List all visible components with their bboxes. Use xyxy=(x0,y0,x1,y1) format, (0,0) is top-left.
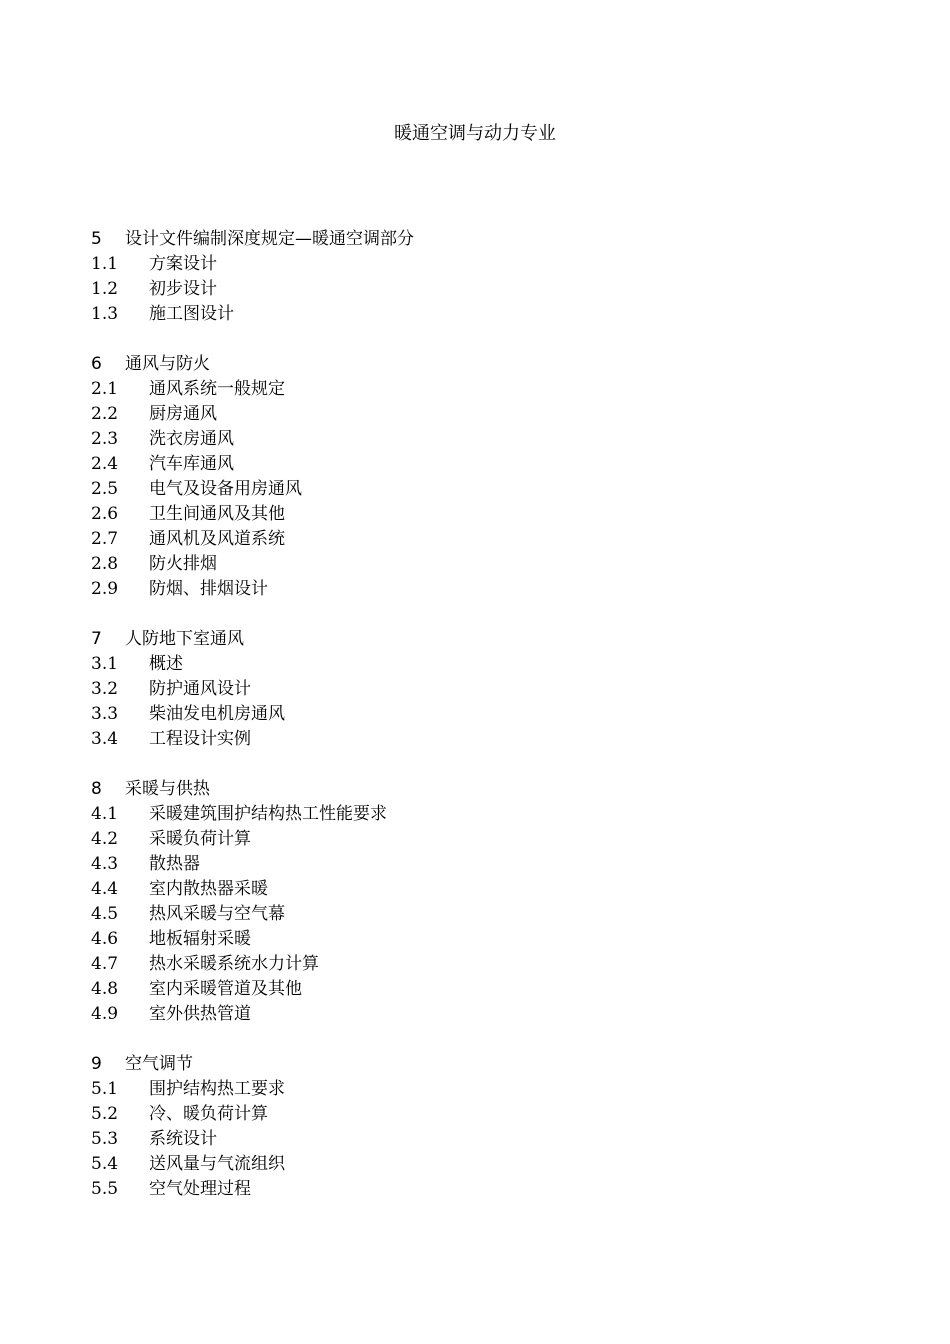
item-number: 2.5 xyxy=(91,479,119,499)
section-title: 人防地下室通风 xyxy=(125,629,244,649)
item-number: 4.2 xyxy=(91,829,119,849)
item-title: 通风系统一般规定 xyxy=(149,379,285,399)
item-number: 4.5 xyxy=(91,904,119,924)
toc-item xyxy=(91,427,851,452)
item-number: 4.9 xyxy=(91,1004,119,1024)
toc-item xyxy=(91,727,851,752)
toc-item xyxy=(91,677,851,702)
toc-item xyxy=(91,577,851,602)
item-number: 2.1 xyxy=(91,379,119,399)
toc-item xyxy=(91,477,851,502)
toc-item xyxy=(91,302,851,327)
item-number: 4.1 xyxy=(91,804,119,824)
item-title: 热水采暖系统水力计算 xyxy=(149,954,319,974)
item-title: 散热器 xyxy=(149,854,200,874)
item-title: 室内散热器采暖 xyxy=(149,879,268,899)
item-title: 卫生间通风及其他 xyxy=(149,504,285,524)
toc-item xyxy=(91,452,851,477)
toc-item xyxy=(91,902,851,927)
item-title: 防护通风设计 xyxy=(149,679,251,699)
toc-item xyxy=(91,877,851,902)
toc-item xyxy=(91,1177,851,1202)
toc-item xyxy=(91,552,851,577)
item-title: 冷、暖负荷计算 xyxy=(149,1104,268,1124)
item-title: 工程设计实例 xyxy=(149,729,251,749)
item-number: 5.4 xyxy=(91,1154,119,1174)
item-title: 洗衣房通风 xyxy=(149,429,234,449)
item-title: 防火排烟 xyxy=(149,554,217,574)
toc-item xyxy=(91,1002,851,1027)
section-title: 通风与防火 xyxy=(125,354,210,374)
toc-section xyxy=(91,777,851,1027)
toc-item xyxy=(91,1077,851,1102)
toc-item xyxy=(91,277,851,302)
item-title: 厨房通风 xyxy=(149,404,217,424)
table-of-contents xyxy=(91,227,851,1227)
item-title: 围护结构热工要求 xyxy=(149,1079,285,1099)
item-number: 4.4 xyxy=(91,879,119,899)
toc-item xyxy=(91,852,851,877)
item-number: 5.5 xyxy=(91,1179,119,1199)
item-title: 防烟、排烟设计 xyxy=(149,579,268,599)
toc-item xyxy=(91,702,851,727)
item-number: 2.2 xyxy=(91,404,119,424)
toc-section xyxy=(91,627,851,752)
item-number: 4.3 xyxy=(91,854,119,874)
toc-item xyxy=(91,1127,851,1152)
section-number: 6 xyxy=(91,354,102,374)
item-title: 电气及设备用房通风 xyxy=(149,479,302,499)
item-number: 2.4 xyxy=(91,454,119,474)
item-number: 2.9 xyxy=(91,579,119,599)
item-number: 1.2 xyxy=(91,279,119,299)
item-title: 初步设计 xyxy=(149,279,217,299)
document-title: 暖通空调与动力专业 xyxy=(394,123,556,144)
item-title: 系统设计 xyxy=(149,1129,217,1149)
section-heading xyxy=(91,227,851,252)
toc-item xyxy=(91,527,851,552)
item-number: 1.3 xyxy=(91,304,119,324)
section-heading xyxy=(91,777,851,802)
toc-item xyxy=(91,402,851,427)
item-title: 汽车库通风 xyxy=(149,454,234,474)
item-title: 地板辐射采暖 xyxy=(149,929,251,949)
toc-item xyxy=(91,1102,851,1127)
item-number: 2.3 xyxy=(91,429,119,449)
section-number: 8 xyxy=(91,779,102,799)
section-heading xyxy=(91,627,851,652)
item-title: 采暖建筑围护结构热工性能要求 xyxy=(149,804,387,824)
item-number: 4.8 xyxy=(91,979,119,999)
toc-item xyxy=(91,502,851,527)
item-number: 4.6 xyxy=(91,929,119,949)
item-title: 送风量与气流组织 xyxy=(149,1154,285,1174)
toc-item xyxy=(91,1152,851,1177)
item-title: 柴油发电机房通风 xyxy=(149,704,285,724)
item-number: 5.1 xyxy=(91,1079,119,1099)
toc-item xyxy=(91,952,851,977)
toc-section xyxy=(91,352,851,602)
item-number: 1.1 xyxy=(91,254,119,274)
item-title: 通风机及风道系统 xyxy=(149,529,285,549)
section-number: 5 xyxy=(91,229,102,249)
toc-item xyxy=(91,252,851,277)
item-number: 2.7 xyxy=(91,529,119,549)
item-title: 采暖负荷计算 xyxy=(149,829,251,849)
toc-item xyxy=(91,802,851,827)
item-title: 概述 xyxy=(149,654,183,674)
section-title: 采暖与供热 xyxy=(125,779,210,799)
item-title: 室外供热管道 xyxy=(149,1004,251,1024)
item-title: 施工图设计 xyxy=(149,304,234,324)
item-number: 5.2 xyxy=(91,1104,119,1124)
toc-item xyxy=(91,977,851,1002)
item-number: 3.1 xyxy=(91,654,119,674)
item-number: 3.2 xyxy=(91,679,119,699)
toc-section xyxy=(91,227,851,327)
item-number: 2.6 xyxy=(91,504,119,524)
item-number: 3.3 xyxy=(91,704,119,724)
toc-item xyxy=(91,377,851,402)
section-title: 空气调节 xyxy=(125,1054,193,1074)
toc-item xyxy=(91,927,851,952)
section-number: 7 xyxy=(91,629,102,649)
item-number: 5.3 xyxy=(91,1129,119,1149)
item-title: 热风采暖与空气幕 xyxy=(149,904,285,924)
item-title: 空气处理过程 xyxy=(149,1179,251,1199)
item-title: 室内采暖管道及其他 xyxy=(149,979,302,999)
section-heading xyxy=(91,1052,851,1077)
section-title: 设计文件编制深度规定—暖通空调部分 xyxy=(125,229,414,249)
toc-item xyxy=(91,652,851,677)
item-title: 方案设计 xyxy=(149,254,217,274)
item-number: 3.4 xyxy=(91,729,119,749)
toc-section xyxy=(91,1052,851,1202)
section-number: 9 xyxy=(91,1054,102,1074)
section-heading xyxy=(91,352,851,377)
item-number: 4.7 xyxy=(91,954,119,974)
item-number: 2.8 xyxy=(91,554,119,574)
toc-item xyxy=(91,827,851,852)
